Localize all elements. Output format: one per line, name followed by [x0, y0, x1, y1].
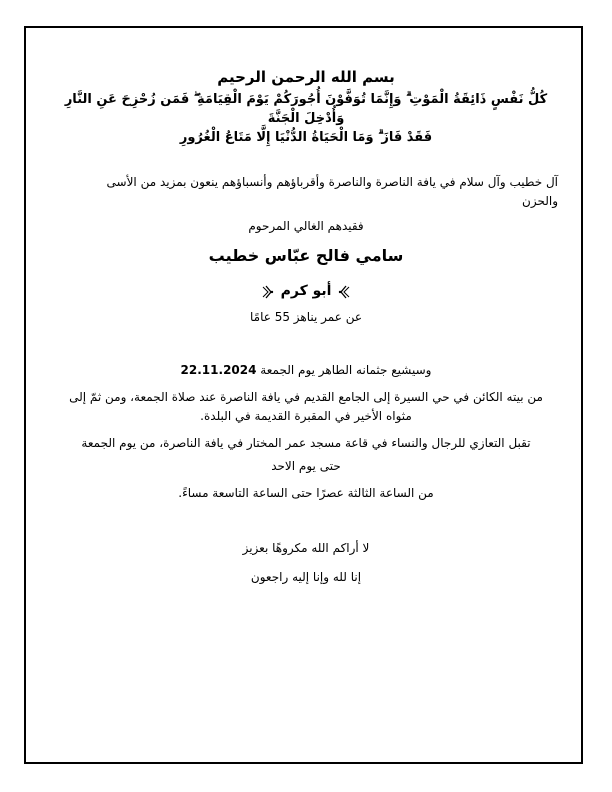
condolences-hours: من الساعة الثالثة عصرًا حتى الساعة التاسعة مساءً.	[178, 486, 434, 500]
funeral-date-line	[46, 361, 566, 380]
verse-line-1: كُلُّ نَفْسٍ ذَائِقَةُ الْمَوْتِ ۗ وَإِنَّمَا تُوَفَّوْنَ أُجُورَكُمْ يَوْمَ الْقِيَامَةِ ۖ فَمَن زُحْزِحَ عَنِ النَّارِ وَأُدْخِلَ الْجَنَّةَ	[64, 92, 548, 126]
families-announcement	[46, 173, 566, 211]
funeral-route-line-2: مثواه الأخير في المقبرة القديمة في البلدة.	[200, 409, 412, 423]
verse-line-2: فَقَدْ فَازَ ۗ وَمَا الْحَيَاةُ الدُّنْيَا إِلَّا مَتَاعُ الْغُرُورِ	[179, 130, 433, 145]
closing-line-1: لا أراكم الله مكروهًا بعزيز	[242, 541, 370, 555]
basmala: بسم الله الرحمن الرحيم	[217, 68, 395, 86]
arabesque-bracket-icon	[337, 284, 351, 298]
age-line: عن عمر يناهز 55 عامًا	[249, 310, 363, 324]
arabesque-bracket-icon	[261, 284, 275, 298]
families-line-2: والحزن	[522, 194, 558, 208]
intro-text: فقيدهم الغالي المرحوم	[248, 219, 364, 233]
funeral-route-line-1: من بيته الكائن في حي السيرة إلى الجامع القديم في يافة الناصرة عند صلاة الجمعة، ومن ثمّ إلى	[69, 390, 543, 404]
families-line-1: آل خطيب وآل سلام في يافة الناصرة والناصرة وأقرباؤهم وأنسباؤهم ينعون بمزيد من الأسى	[106, 175, 558, 189]
funeral-prefix: وسيشيع جثمانه الطاهر يوم الجمعة	[260, 363, 432, 377]
obituary-notice	[46, 66, 566, 587]
condolences-line-1: تقبل التعازي للرجال والنساء في قاعة مسجد عمر المختار في يافة الناصرة، من يوم الجمعة	[81, 436, 531, 450]
funeral-date: 22.11.2024	[180, 363, 257, 377]
closing-line-2: إنا لله وإنا إليه راجعون	[250, 570, 362, 584]
nickname: أبو كرم	[280, 283, 332, 299]
condolences-line-2: حتى يوم الاحد	[271, 459, 341, 473]
deceased-name: سامي فالح عبّاس خطيب	[208, 246, 404, 265]
quran-verse	[46, 90, 566, 147]
nickname-row	[46, 280, 566, 302]
